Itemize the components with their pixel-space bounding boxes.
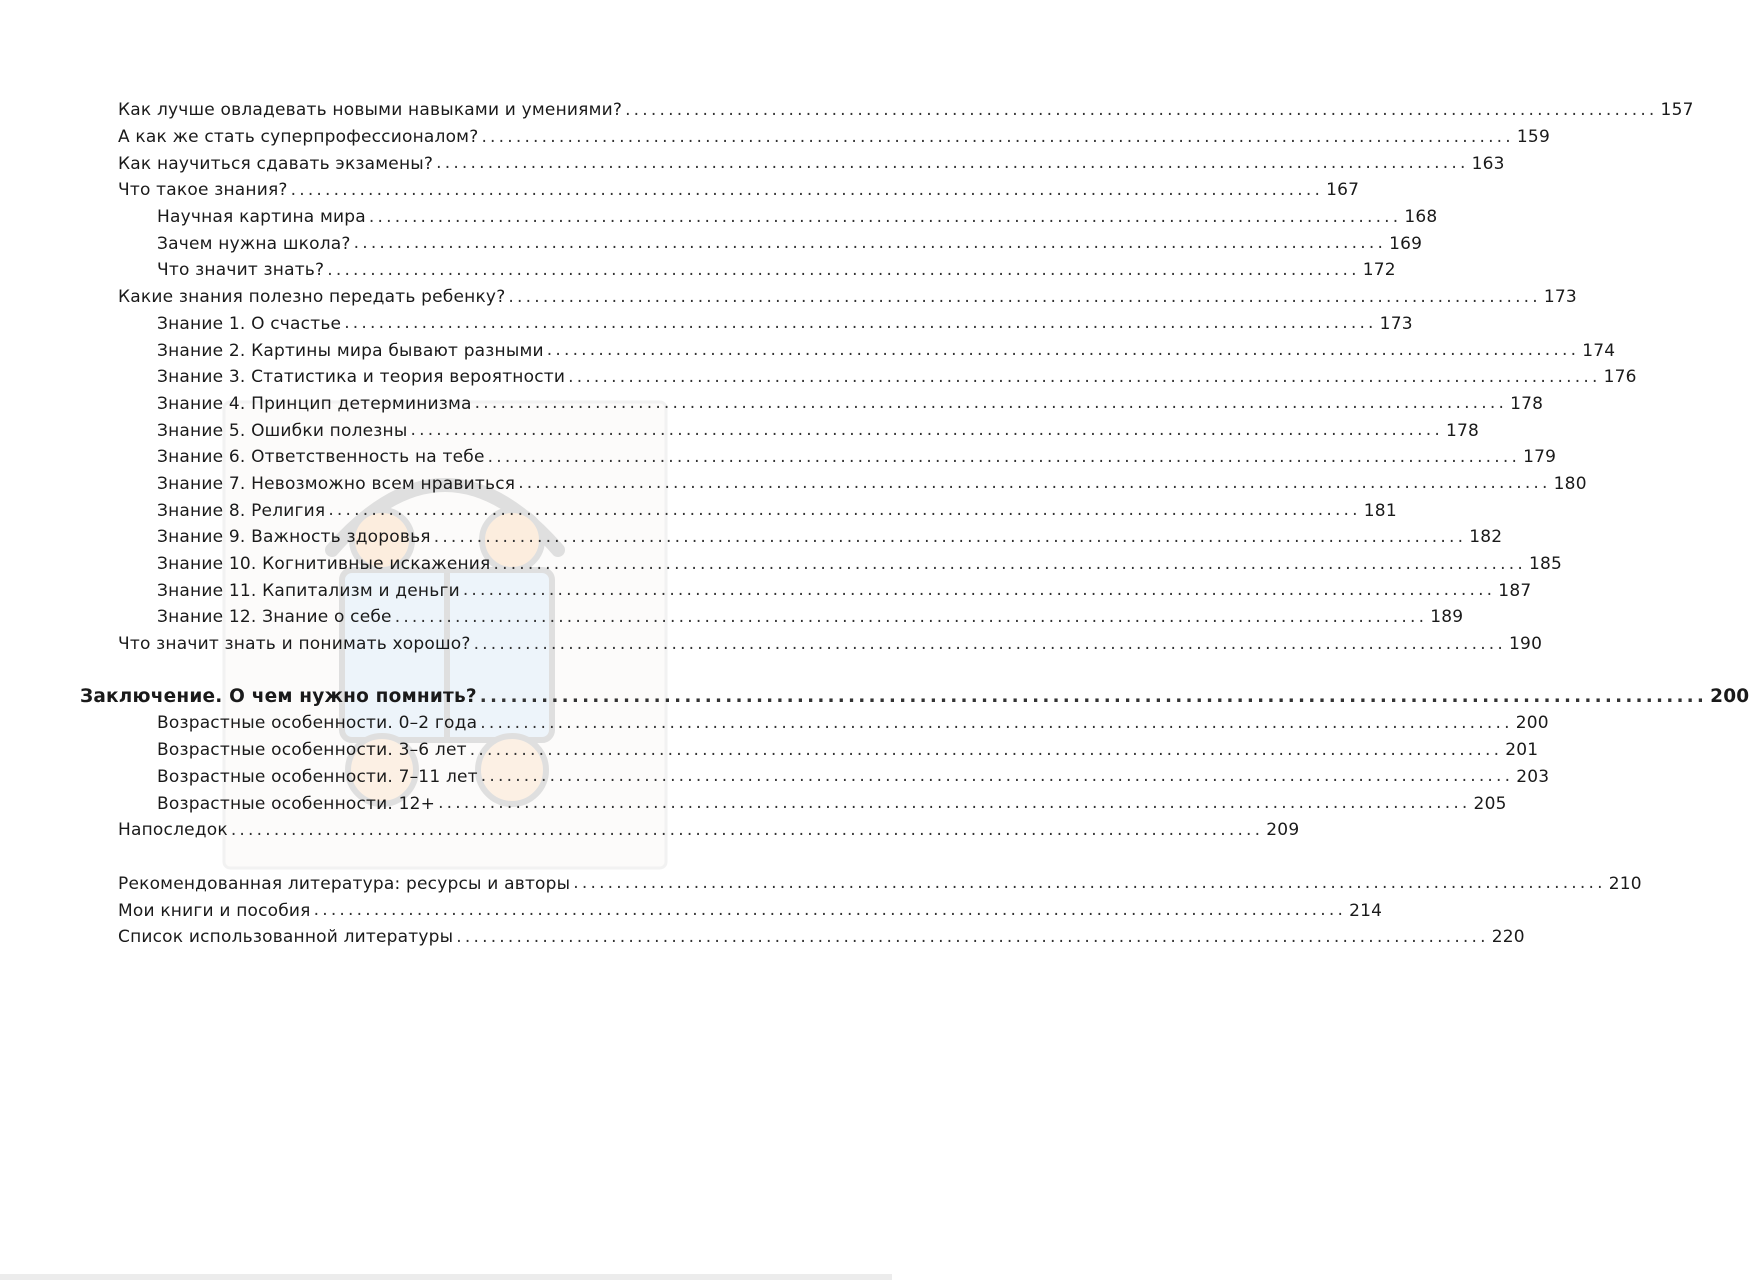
toc-entry-title: Что значит знать и понимать хорошо? <box>118 634 471 655</box>
toc-entry <box>0 364 1637 391</box>
toc-entry-title: Что такое знания? <box>118 180 288 201</box>
toc-entry-title: Знание 3. Статистика и теория вероятности <box>157 367 566 388</box>
toc-entry-page-number: 167 <box>1326 180 1360 201</box>
toc-entry <box>0 177 1360 204</box>
toc-entry-page-number: 179 <box>1523 447 1557 468</box>
toc-entry-title: Знание 10. Когнитивные искажения <box>157 554 491 575</box>
toc-entry-title: Знание 5. Ошибки полезны <box>157 420 408 441</box>
toc-entry-page-number: 181 <box>1363 500 1397 521</box>
dot-leader: ........................................................................................................................ <box>469 739 1503 760</box>
toc-entry <box>0 417 1480 444</box>
toc-entry <box>0 683 1749 710</box>
toc-entry-page-number: 200 <box>1515 713 1549 734</box>
toc-section-conclusion <box>0 683 1749 843</box>
toc-entry-title: Рекомендованная литература: ресурсы и авторы <box>118 873 571 894</box>
toc-entry-page-number: 178 <box>1510 393 1544 414</box>
toc-entry-title: Знание 9. Важность здоровья <box>157 527 431 548</box>
toc-entry-page-number: 203 <box>1516 766 1550 787</box>
toc-entry <box>0 551 1563 578</box>
toc-entry-page-number: 201 <box>1505 740 1539 761</box>
toc-entry-title: Знание 12. Знание о себе <box>157 607 392 628</box>
dot-leader: ........................................................................................................................ <box>353 233 1387 254</box>
toc-entry-title: Возрастные особенности. 12+ <box>157 793 436 814</box>
toc-entry-page-number: 174 <box>1582 340 1616 361</box>
toc-entry-title: Возрастные особенности. 0–2 года <box>157 713 478 734</box>
toc-entry-page-number: 176 <box>1603 367 1637 388</box>
toc-entry-page-number: 173 <box>1543 287 1577 308</box>
table-of-contents <box>0 97 1749 951</box>
dot-leader: ........................................................................................................................ <box>436 153 1469 174</box>
toc-entry <box>0 444 1557 471</box>
toc-entry-page-number: 190 <box>1509 634 1543 655</box>
dot-leader: ........................................................................................................................ <box>481 126 1514 147</box>
dot-leader: ........................................................................................................................ <box>327 259 1360 280</box>
toc-entry-page-number: 157 <box>1660 100 1694 121</box>
toc-entry <box>0 897 1383 924</box>
toc-entry-page-number: 214 <box>1349 900 1383 921</box>
toc-entry-title: Что значит знать? <box>157 260 325 281</box>
toc-entry-page-number: 189 <box>1430 607 1464 628</box>
toc-entry-title: Как лучше овладевать новыми навыками и умениями? <box>118 100 623 121</box>
dot-leader: ........................................................................................................................ <box>508 286 1541 307</box>
toc-entry-page-number: 209 <box>1266 820 1300 841</box>
toc-entry <box>0 577 1532 604</box>
dot-leader: ........................................................................................................................ <box>433 526 1467 547</box>
toc-entry <box>0 924 1525 951</box>
toc-entry-title: Знание 8. Религия <box>157 500 326 521</box>
dot-leader: ........................................................................................................................ <box>568 366 1601 387</box>
toc-entry-title: Список использованной литературы <box>118 927 454 948</box>
toc-entry <box>0 391 1544 418</box>
toc-entry-page-number: 180 <box>1553 473 1587 494</box>
dot-leader: ........................................................................................................................ <box>479 685 1708 707</box>
toc-entry <box>0 631 1543 658</box>
toc-entry-title: Как научиться сдавать экзамены? <box>118 153 434 174</box>
toc-entry-title: А как же стать суперпрофессионалом? <box>118 127 479 148</box>
toc-entry <box>0 524 1503 551</box>
dot-leader: ........................................................................................................................ <box>480 712 1513 733</box>
dot-leader: ........................................................................................................................ <box>290 179 1324 200</box>
dot-leader: ........................................................................................................................ <box>625 99 1658 120</box>
dot-leader: ........................................................................................................................ <box>462 580 1496 601</box>
dot-leader: ........................................................................................................................ <box>368 206 1402 227</box>
toc-entry-title: Возрастные особенности. 7–11 лет <box>157 766 478 787</box>
toc-entry <box>0 710 1549 737</box>
dot-leader: ........................................................................................................................ <box>456 926 1489 947</box>
toc-entry <box>0 737 1539 764</box>
toc-entry <box>0 204 1438 231</box>
dot-leader: ........................................................................................................................ <box>487 446 1521 467</box>
toc-entry-title: Возрастные особенности. 3–6 лет <box>157 740 467 761</box>
toc-entry-title: Знание 6. Ответственность на тебе <box>157 447 485 468</box>
toc-entry <box>0 150 1505 177</box>
toc-entry-title: Какие знания полезно передать ребенку? <box>118 287 506 308</box>
toc-entry <box>0 311 1413 338</box>
toc-entry-title: Мои книги и пособия <box>118 900 311 921</box>
dot-leader: ........................................................................................................................ <box>473 633 1507 654</box>
toc-entry-title: Научная картина мира <box>157 207 366 228</box>
toc-entry <box>0 230 1423 257</box>
toc-entry <box>0 604 1464 631</box>
toc-entry <box>0 497 1397 524</box>
toc-entry <box>0 817 1300 844</box>
toc-entry-title: Знание 4. Принцип детерминизма <box>157 393 472 414</box>
dot-leader: ........................................................................................................................ <box>480 766 1514 787</box>
dot-leader: ........................................................................................................................ <box>344 313 1377 334</box>
dot-leader: ........................................................................................................................ <box>394 606 1428 627</box>
toc-entry-page-number: 187 <box>1498 580 1532 601</box>
dot-leader: ........................................................................................................................ <box>438 793 1471 814</box>
toc-entry-page-number: 185 <box>1528 554 1563 575</box>
toc-entry-title: Напоследок <box>118 820 228 841</box>
dot-leader: ........................................................................................................................ <box>328 500 1361 521</box>
dot-leader: ........................................................................................................................ <box>546 340 1580 361</box>
toc-entry-page-number: 182 <box>1469 527 1503 548</box>
toc-section-appendix <box>0 871 1642 951</box>
dot-leader: ........................................................................................................................ <box>573 873 1606 894</box>
toc-entry-title: Заключение. О чем нужно помнить? <box>80 686 477 708</box>
toc-entry <box>0 97 1694 124</box>
dot-leader: ........................................................................................................................ <box>230 819 1264 840</box>
toc-entry <box>0 337 1616 364</box>
toc-entry-page-number: 210 <box>1608 873 1642 894</box>
toc-entry <box>0 871 1642 898</box>
toc-entry <box>0 284 1577 311</box>
toc-entry-page-number: 159 <box>1516 127 1550 148</box>
page-bottom-edge <box>0 1274 892 1280</box>
toc-entry-page-number: 163 <box>1471 153 1505 174</box>
toc-entry-page-number: 168 <box>1404 207 1438 228</box>
toc-entry-page-number: 200 <box>1710 686 1749 708</box>
toc-entry-title: Знание 7. Невозможно всем нравиться <box>157 473 516 494</box>
toc-entry-title: Знание 11. Капитализм и деньги <box>157 580 460 601</box>
toc-entry <box>0 257 1396 284</box>
toc-entry-title: Зачем нужна школа? <box>157 233 351 254</box>
dot-leader: ........................................................................................................................ <box>313 900 1347 921</box>
toc-section-main <box>0 97 1694 657</box>
toc-entry-page-number: 205 <box>1473 793 1507 814</box>
dot-leader: ........................................................................................................................ <box>410 420 1443 441</box>
toc-entry-page-number: 172 <box>1362 260 1396 281</box>
toc-entry-title: Знание 2. Картины мира бывают разными <box>157 340 544 361</box>
toc-entry <box>0 124 1550 151</box>
toc-entry <box>0 471 1587 498</box>
toc-entry <box>0 764 1550 791</box>
section-gap <box>0 844 892 871</box>
toc-entry <box>0 790 1507 817</box>
dot-leader: ........................................................................................................................ <box>493 553 1526 574</box>
toc-entry-page-number: 178 <box>1445 420 1480 441</box>
dot-leader: ........................................................................................................................ <box>474 393 1508 414</box>
toc-entry-page-number: 169 <box>1389 233 1423 254</box>
toc-entry-page-number: 173 <box>1379 313 1413 334</box>
section-gap <box>0 657 892 683</box>
toc-entry-title: Знание 1. О счастье <box>157 313 342 334</box>
dot-leader: ........................................................................................................................ <box>518 473 1551 494</box>
toc-entry-page-number: 220 <box>1491 927 1525 948</box>
